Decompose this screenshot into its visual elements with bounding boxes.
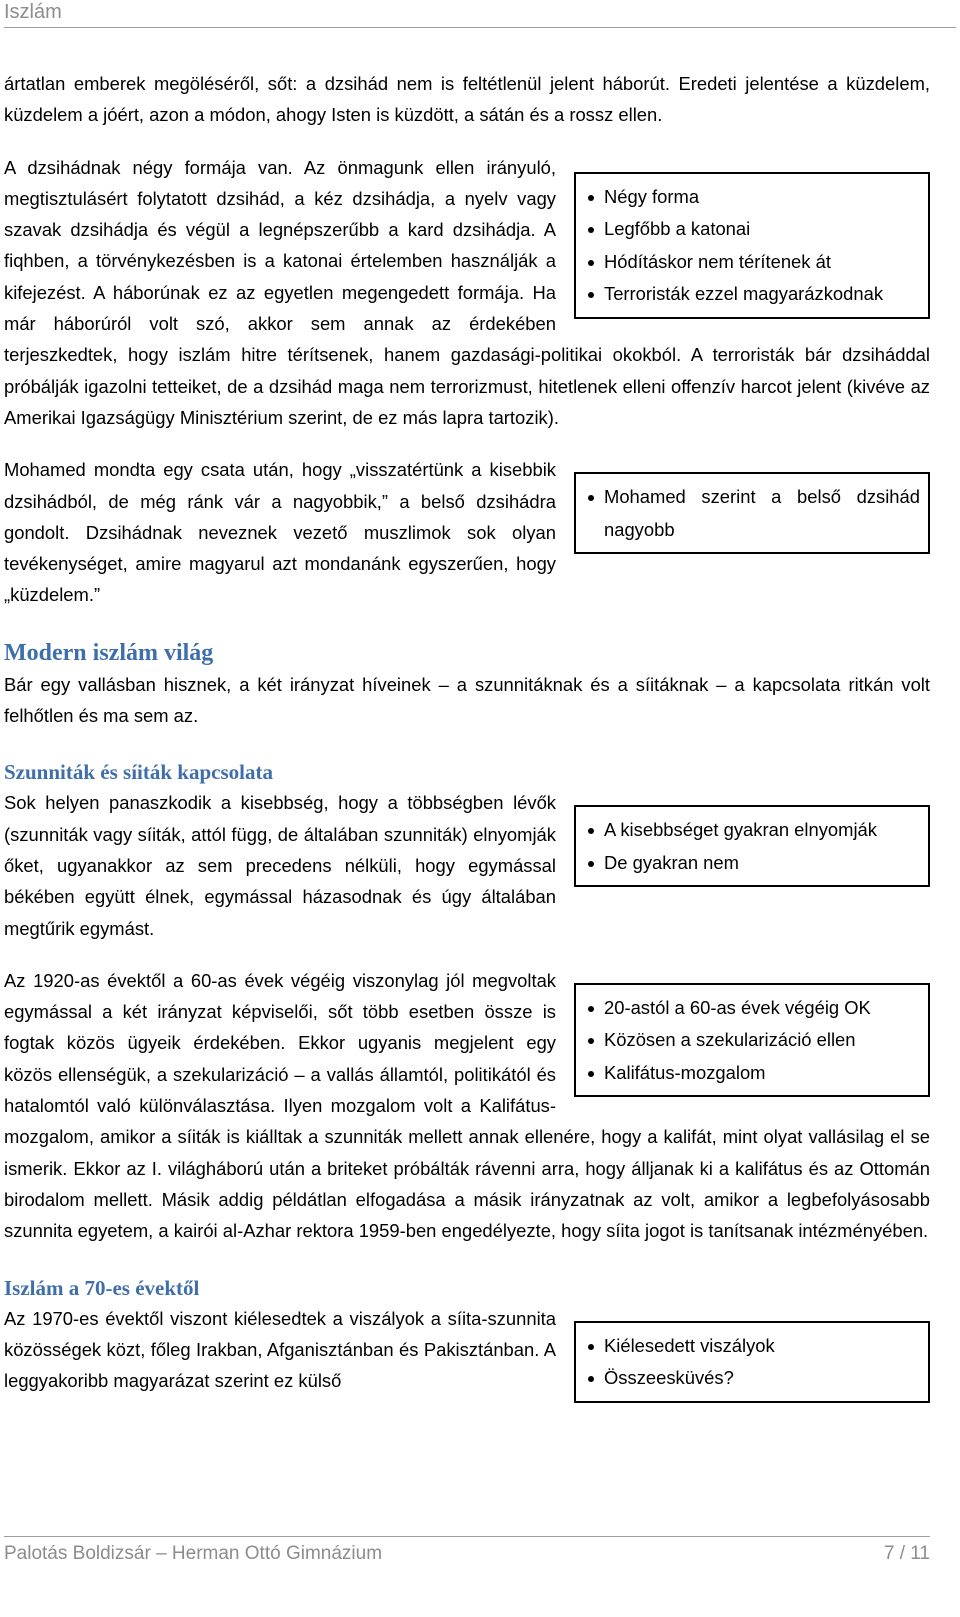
note-item: Közösen a szekularizáció ellen [588,1024,920,1057]
paragraph-modern: Bár egy vallásban hisznek, a két irányzat híveinek – a szunnitáknak és a síitáknak – a kapcsolata ritkán volt felhőtlen és ma sem az. [4,673,930,727]
note-item: Kalifátus-mozgalom [588,1057,920,1090]
note-item: De gyakran nem [588,847,920,880]
paragraph-minority: Sok helyen panaszkodik a kisebbség, hogy a többségben lévők (szunniták vagy síiták, attól függ, de általában szunniták) elnyomják őket, ugyanakkor az sem precedens nélküli, hogy egymással békében együtt élnek, egymással házasodnak és úgy általában megtűrik egymást. [4,792,556,939]
margin-note-minority [574,805,930,887]
page-footer [4,1536,930,1569]
page-header [4,0,956,28]
note-item: 20-astól a 60-as évek végéig OK [588,992,920,1025]
note-item: Összeesküvés? [588,1362,920,1395]
margin-note-four-forms [574,172,930,319]
margin-note-inner-dzsihad [574,472,930,554]
note-item: Legfőbb a katonai [588,213,920,246]
heading-szunnitak-siitak: Szunniták és síiták kapcsolata [4,760,273,785]
paragraph-1920s: Az 1920-as évektől a 60-as évek végéig viszonylag jól megvoltak egymással a két irányzat képviselői, sőt több esetben össze is fogtak közös ügyeik érdekében. Ekkor ugyanis megjelent egy közös ellenségük, a szekularizáció – a vallás államtól, politikától és hatalomtól való különválasztása. Ilyen mozgalom volt a Kalifátus-mozgalom, amikor a síiták is kiálltak a szunniták mellett annak ellenére, hogy a kalifát, mint olyat vallásilag el se ismerik. Ekkor az I. világháború után a briteket próbálták rávenni arra, hogy álljanak ki a kalifátus és az Ottomán birodalom mellett. Másik addig példátlan elfogadása a másik irányzatnak az volt, amikor a legbefolyásosabb szunnita egyetem, a kairói al-Azhar rektora 1959-ben engedélyezte, hogy síita jogot is tanítsanak intézményében. [4,969,930,1242]
note-item: Terroristák ezzel magyarázkodnak [588,278,920,311]
note-item: Kiélesedett viszályok [588,1330,920,1363]
heading-iszlam-70es: Iszlám a 70-es évektől [4,1275,200,1300]
note-item: Négy forma [588,181,920,214]
paragraph-dzsihad-meaning: ártatlan emberek megöléséről, sőt: a dzsihád nem is feltétlenül jelent háborút. Eredeti jelentése a küzdelem, küzdelem a jóért, azon a módon, ahogy Isten is küzdött, a sátán és a rossz ellen. [4,73,930,126]
note-item: Mohamed szerint a belső dzsihád nagyobb [588,481,920,546]
footer-author: Palotás Boldizsár – Herman Ottó Gimnázium [4,1543,383,1564]
heading-modern-iszlam-vilag: Modern iszlám világ [4,639,214,666]
page-number: 7 / 11 [883,1543,930,1564]
paragraph-four-forms: A dzsihádnak négy formája van. Az önmagunk ellen irányuló, megtisztulásért folytatott dzsihád, a kéz dzsihádja, a nyelv vagy szavak dzsihádja és végül a legnépszerűbb a kard dzsihádja. A fiqhben, a törvénykezésben is a katonai értelemben használják a kifejezést. A háborúnak ez az egyetlen megengedett formája. Ha már háborúról volt szó, akkor sem annak az érdekében terjeszkedtek, hogy iszlám hitre térítsenek, hanem gazdasági-politikai okokból. A terroristák bár dzsiháddal próbálják igazolni tetteiket, de a dzsihád maga nem terrorizmust, hitetlenek elleni offenzív harcot jelent (kivéve az Amerikai Igazságügy Minisztérium szerint, de ez más lapra tartozik). [4,156,930,428]
document-body [4,68,930,1407]
paragraph-mohamed: Mohamed mondta egy csata után, hogy „visszatértünk a kisebbik dzsihádból, de még ránk vár a nagyobbik,” a belső dzsihádra gondolt. Dzsihádnak neveznek vezető muszlimok sok olyan tevékenységet, amire magyarul azt mondanánk egyszerűen, hogy „küzdelem.” [4,459,556,606]
margin-note-1920-60 [574,983,930,1098]
paragraph-1970s: Az 1970-es évektől viszont kiélesedtek a viszályok a síita-szunnita közösségek közt, főleg Irakban, Afganisztánban és Pakisztánban. A leggyakoribb magyarázat szerint ez külső [4,1307,556,1392]
note-item: A kisebbséget gyakran elnyomják [588,814,920,847]
note-item: Hódításkor nem térítenek át [588,246,920,279]
margin-note-conflicts [574,1321,930,1403]
header-title: Iszlám [4,1,62,23]
